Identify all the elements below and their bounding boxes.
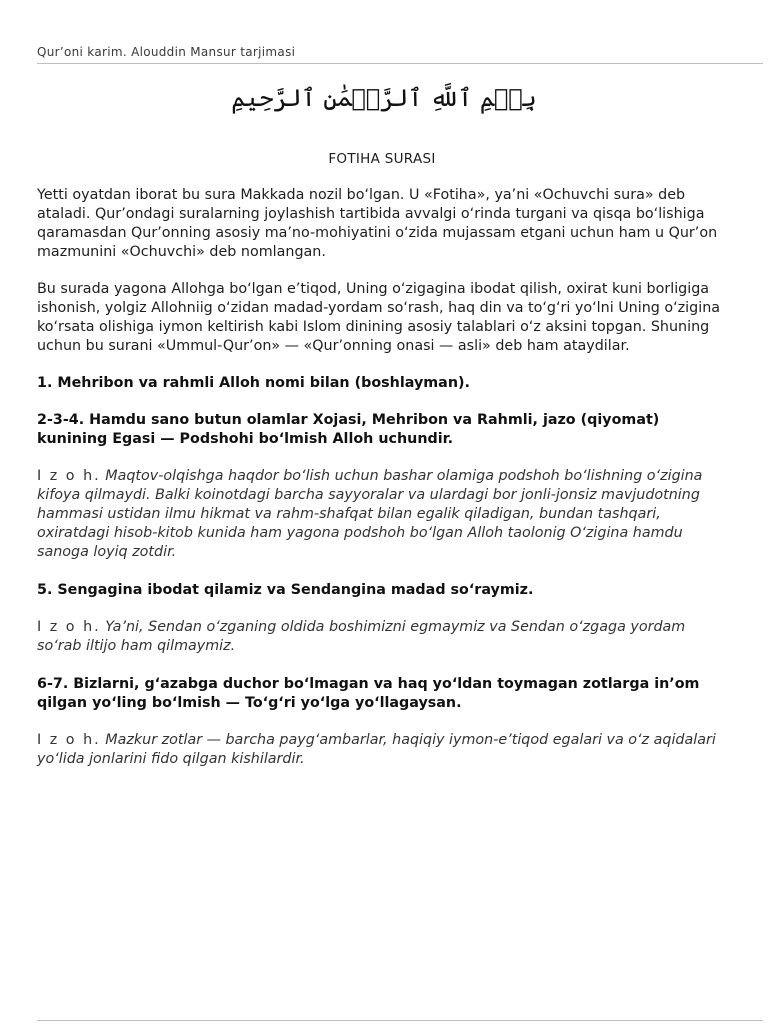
verse-1: 1. Mehribon va rahmli Alloh nomi bilan (boshlayman). bbox=[37, 375, 470, 391]
basmala-calligraphy: بِسۡمِ ٱللَّهِ ٱلرَّحۡمَٰنِ ٱلرَّحِيمِ bbox=[231, 84, 537, 112]
commentary-verse-2-3-4 bbox=[37, 467, 727, 562]
commentary-text: Maqtov-olqishga haqdor bo‘lish uchun bashar olamiga podshoh bo‘lishning o‘zigina kifoya qilmaydi. Balki koinotdagi barcha sayyoralar va ulardagi bor jonli-jonsiz mavjudotning hammasi ustidan ilmu hikmat va rahm-shafqat bilan egalik qiladigan, bundan tashqari, oxiratdagi hisob-kitob kunida ham yagona podshoh bo‘lgan Alloh taolonig O‘zigina hamdu sanoga loyiq zotdir. bbox=[37, 468, 703, 560]
page-footer-rule bbox=[37, 1020, 763, 1021]
verse-5: 5. Sengagina ibodat qilamiz va Sendangina madad so‘raymiz. bbox=[37, 582, 534, 598]
surah-title: FOTIHA SURASI bbox=[328, 151, 436, 167]
commentary-verse-6-7 bbox=[37, 731, 727, 769]
document-body bbox=[37, 151, 727, 788]
verse-6-7: 6-7. Bizlarni, g‘azabga duchor bo‘lmagan va haq yo‘ldan toymagan zotlarga in’om qilgan yo‘ling bo‘lmish — To‘g‘ri yo‘lga yo‘llagaysan. bbox=[37, 676, 700, 711]
intro-paragraph-2: Bu surada yagona Allohga bo‘lgan e’tiqod, Uning o‘zigagina ibodat qilish, oxirat kuni borligiga ishonish, yolgiz Allohniig o‘zidan madad-yordam so‘rash, haq din va to‘g‘ri yo‘lni Uning o‘zigina ko‘rsata olishiga iymon keltirish kabi Islom dinining asosiy talablari o‘z aksini topgan. Shuning uchun bu surani «Ummul-Qur’on» — «Qur’onning onasi — asli» deb ham ataydilar. bbox=[37, 281, 721, 354]
commentary-label: I z o h. bbox=[37, 468, 101, 484]
page-header bbox=[37, 45, 763, 64]
intro-paragraph-1: Yetti oyatdan iborat bu sura Makkada nozil bo‘lgan. U «Fotiha», ya’ni «Ochuvchi sura» deb ataladi. Qur’ondagi suralarning joylashish tartibida avvalgi o‘rinda turgani va qisqa bo‘lishiga qaramasdan Qur’onning asosiy ma’no-mohiyatini o‘zida mujassam etgani uchun ham u Qur’on mazmunini «Ochuvchi» deb nomlangan. bbox=[37, 187, 718, 260]
commentary-label: I z o h. bbox=[37, 732, 101, 748]
commentary-text: Ya’ni, Sendan o‘zganing oldida boshimizni egmaymiz va Sendan o‘zgaga yordam so‘rab iltijo ham qilmaymiz. bbox=[37, 619, 686, 654]
commentary-label: I z o h. bbox=[37, 619, 101, 635]
commentary-verse-5 bbox=[37, 618, 727, 656]
commentary-text: Mazkur zotlar — barcha payg‘ambarlar, haqiqiy iymon-e’tiqod egalari va o‘z aqidalari yo‘lida jonlarini fido qilgan kishilardir. bbox=[37, 732, 716, 767]
verse-2-3-4: 2-3-4. Hamdu sano butun olamlar Xojasi, Mehribon va Rahmli, jazo (qiyomat) kunining Egasi — Podshohi bo‘lmish Alloh uchundir. bbox=[37, 412, 660, 447]
page-header-text: Qur’oni karim. Alouddin Mansur tarjimasi bbox=[37, 45, 296, 59]
